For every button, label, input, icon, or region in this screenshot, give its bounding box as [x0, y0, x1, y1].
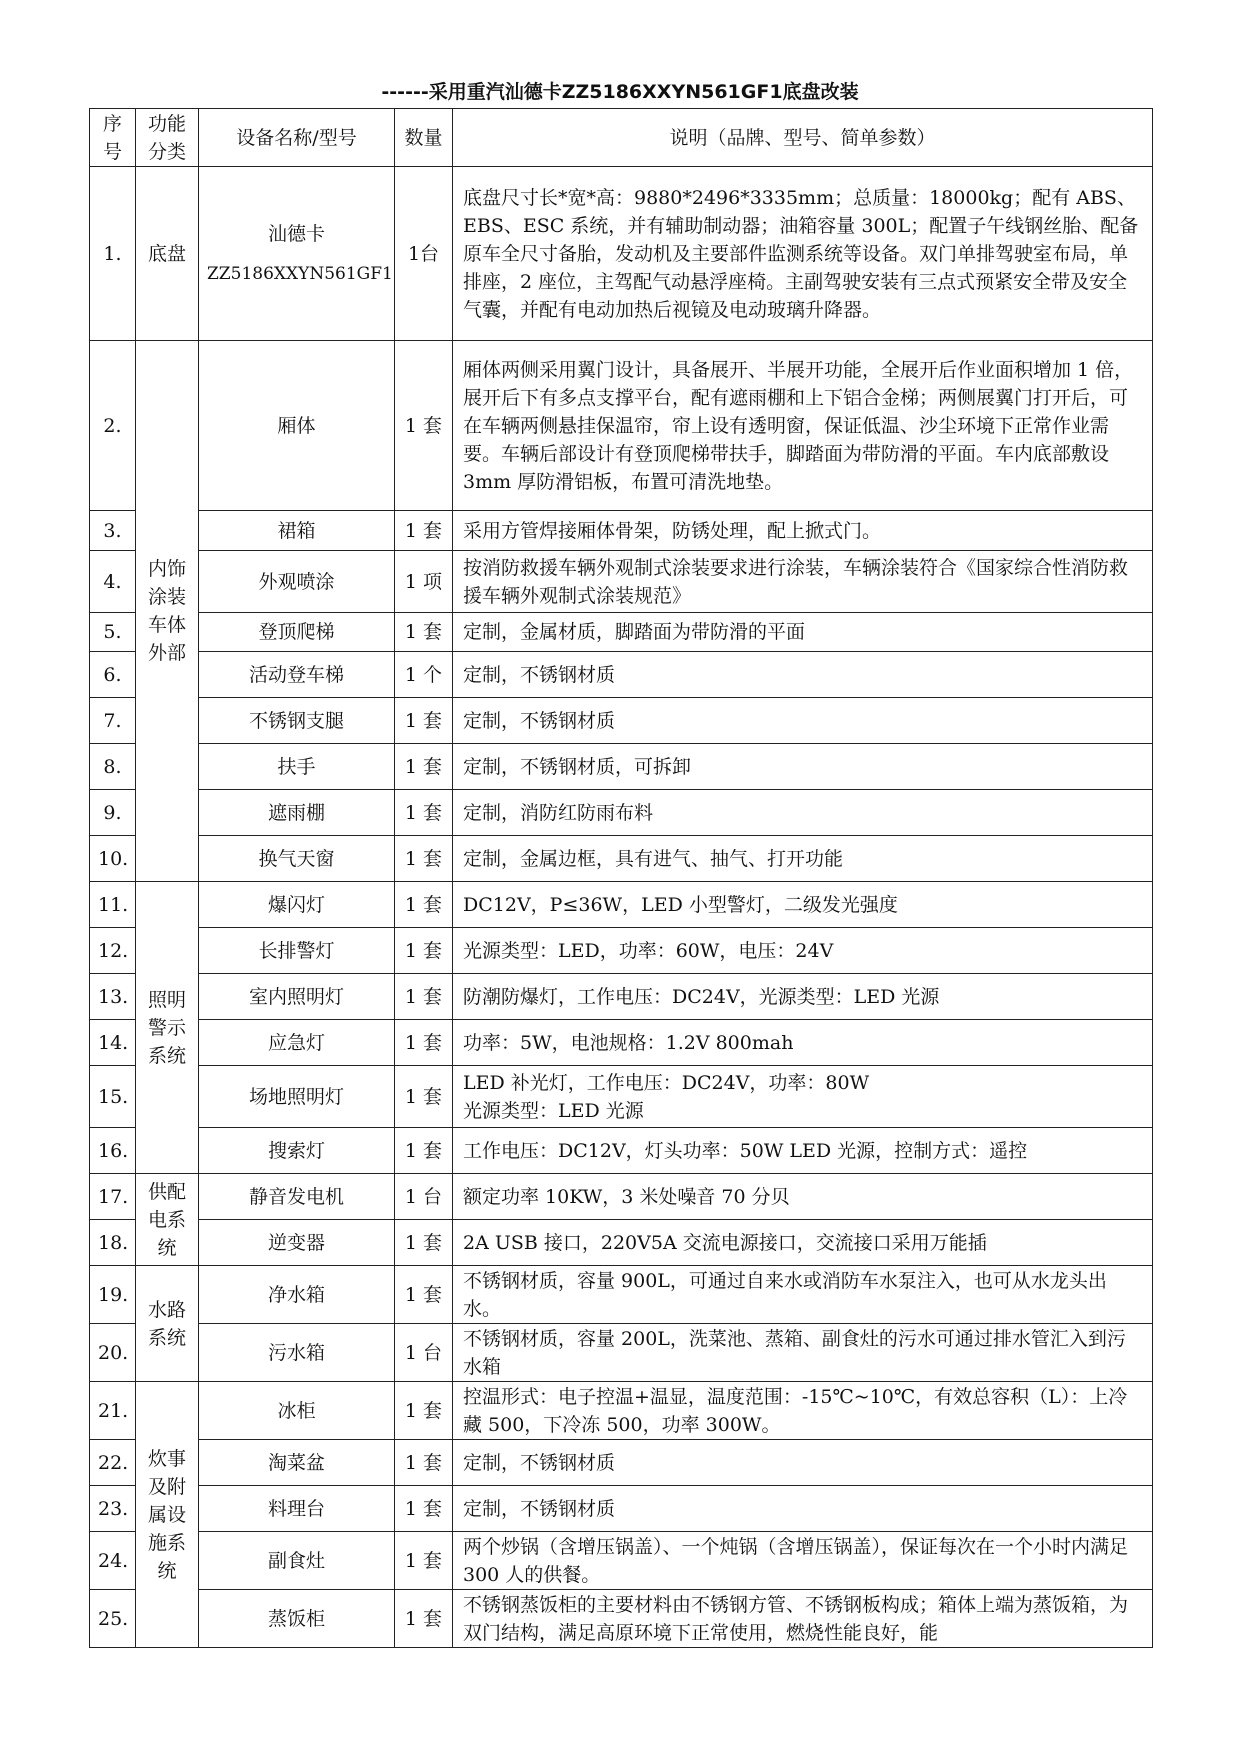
row-desc: 采用方管焊接厢体骨架，防锈处理，配上掀式门。	[453, 511, 1153, 551]
row-desc: 定制，不锈钢材质	[453, 652, 1153, 698]
row-qty: 1 套	[395, 1266, 453, 1324]
table-row	[90, 613, 1153, 652]
table-row	[90, 928, 1153, 974]
table-row	[90, 836, 1153, 882]
row-desc: 按消防救援车辆外观制式涂装要求进行涂装，车辆涂装符合《国家综合性消防救援车辆外观制式涂装规范》	[453, 551, 1153, 613]
row-desc	[453, 1066, 1153, 1128]
row-no: 11.	[90, 882, 136, 928]
table-row	[90, 1324, 1153, 1382]
equipment-name: 外观喷涂	[199, 551, 395, 613]
equipment-table	[89, 108, 1153, 1648]
row-no: 10.	[90, 836, 136, 882]
row-desc: 定制，消防红防雨布料	[453, 790, 1153, 836]
row-qty: 1 套	[395, 744, 453, 790]
equipment-name	[199, 167, 395, 341]
header-name: 设备名称/型号	[199, 109, 395, 167]
row-qty: 1 套	[395, 1440, 453, 1486]
row-no: 19.	[90, 1266, 136, 1324]
equipment-name: 换气天窗	[199, 836, 395, 882]
row-qty: 1 套	[395, 1486, 453, 1532]
equipment-name: 应急灯	[199, 1020, 395, 1066]
header-qty: 数量	[395, 109, 453, 167]
equipment-name: 扶手	[199, 744, 395, 790]
table-row	[90, 167, 1153, 341]
row-no: 8.	[90, 744, 136, 790]
header-desc: 说明（品牌、型号、简单参数）	[453, 109, 1153, 167]
category-water: 水路系统	[136, 1266, 199, 1382]
table-row	[90, 1020, 1153, 1066]
row-desc: 不锈钢材质，容量 900L，可通过自来水或消防车水泵注入，也可从水龙头出水。	[453, 1266, 1153, 1324]
table-row	[90, 511, 1153, 551]
table-row	[90, 1382, 1153, 1440]
table-row	[90, 1590, 1153, 1648]
row-qty: 1 套	[395, 1020, 453, 1066]
row-desc: 不锈钢蒸饭柜的主要材料由不锈钢方管、不锈钢板构成；箱体上端为蒸饭箱，为双门结构，满足高原环境下正常使用，燃烧性能良好，能	[453, 1590, 1153, 1648]
desc-line: LED 补光灯，工作电压：DC24V，功率：80W	[463, 1071, 870, 1094]
row-desc: 定制，不锈钢材质	[453, 698, 1153, 744]
row-desc: 定制，金属材质，脚踏面为带防滑的平面	[453, 613, 1153, 652]
row-qty: 1 套	[395, 511, 453, 551]
row-no: 15.	[90, 1066, 136, 1128]
row-qty: 1 项	[395, 551, 453, 613]
row-no: 16.	[90, 1128, 136, 1174]
header-no: 序号	[90, 109, 136, 167]
equipment-model: ZZ5186XXYN561GF1	[207, 263, 393, 284]
table-row	[90, 551, 1153, 613]
document-title: ------采用重汽汕德卡ZZ5186XXYN561GF1底盘改装	[381, 81, 859, 103]
row-no: 3.	[90, 511, 136, 551]
row-desc: 控温形式：电子控温+温显，温度范围：-15℃~10℃，有效总容积（L）：上冷藏 500，下冷冻 500，功率 300W。	[453, 1382, 1153, 1440]
table-row	[90, 1128, 1153, 1174]
table-row	[90, 1220, 1153, 1266]
equipment-name: 净水箱	[199, 1266, 395, 1324]
row-no: 7.	[90, 698, 136, 744]
table-row	[90, 1486, 1153, 1532]
row-qty: 1 个	[395, 652, 453, 698]
row-desc: 不锈钢材质，容量 200L，洗菜池、蒸箱、副食灶的污水可通过排水管汇入到污水箱	[453, 1324, 1153, 1382]
row-no: 20.	[90, 1324, 136, 1382]
row-desc: 工作电压：DC12V，灯头功率：50W LED 光源，控制方式：遥控	[453, 1128, 1153, 1174]
row-qty: 1 套	[395, 1590, 453, 1648]
row-no: 4.	[90, 551, 136, 613]
row-desc: 定制，不锈钢材质	[453, 1486, 1153, 1532]
table-row	[90, 1440, 1153, 1486]
row-qty: 1 套	[395, 790, 453, 836]
row-no: 25.	[90, 1590, 136, 1648]
table-row	[90, 1532, 1153, 1590]
equipment-name: 长排警灯	[199, 928, 395, 974]
row-no: 6.	[90, 652, 136, 698]
table-row	[90, 652, 1153, 698]
row-qty: 1 套	[395, 1220, 453, 1266]
row-desc: 额定功率 10KW，3 米处噪音 70 分贝	[453, 1174, 1153, 1220]
table-row	[90, 341, 1153, 511]
equipment-name: 逆变器	[199, 1220, 395, 1266]
equipment-name: 活动登车梯	[199, 652, 395, 698]
row-no: 1.	[90, 167, 136, 341]
row-desc: 底盘尺寸长*宽*高：9880*2496*3335mm；总质量：18000kg；配有 ABS、EBS、ESC 系统，并有辅助制动器；油箱容量 300L；配置子午线钢丝胎、配备原车全尺寸备胎，发动机及主要部件监测系统等设备。双门单排驾驶室布局，单排座，2 座位，主驾配气动悬浮座椅。主副驾驶安装有三点式预紧安全带及安全气囊，并配有电动加热后视镜及电动玻璃升降器。	[453, 167, 1153, 341]
row-no: 9.	[90, 790, 136, 836]
row-desc: 2A USB 接口，220V5A 交流电源接口，交流接口采用万能插	[453, 1220, 1153, 1266]
equipment-name: 登顶爬梯	[199, 613, 395, 652]
row-qty: 1 套	[395, 1382, 453, 1440]
row-desc: DC12V，P≤36W，LED 小型警灯，二级发光强度	[453, 882, 1153, 928]
row-qty: 1 套	[395, 341, 453, 511]
row-no: 5.	[90, 613, 136, 652]
row-qty: 1 套	[395, 974, 453, 1020]
equipment-name: 静音发电机	[199, 1174, 395, 1220]
row-qty: 1 套	[395, 1128, 453, 1174]
row-no: 13.	[90, 974, 136, 1020]
row-qty: 1 套	[395, 882, 453, 928]
equipment-name: 爆闪灯	[199, 882, 395, 928]
row-desc: 厢体两侧采用翼门设计，具备展开、半展开功能，全展开后作业面积增加 1 倍，展开后下有多点支撑平台，配有遮雨棚和上下铝合金梯；两侧展翼门打开后，可在车辆两侧悬挂保温帘，帘上设有透明窗，保证低温、沙尘环境下正常作业需要。车辆后部设计有登顶爬梯带扶手，脚踏面为带防滑的平面。车内底部敷设 3mm 厚防滑铝板，布置可清洗地垫。	[453, 341, 1153, 511]
category-chassis: 底盘	[136, 167, 199, 341]
category-body: 内饰涂装车体外部	[136, 341, 199, 882]
category-lighting: 照明警示系统	[136, 882, 199, 1174]
row-desc: 功率：5W，电池规格：1.2V 800mah	[453, 1020, 1153, 1066]
row-no: 22.	[90, 1440, 136, 1486]
row-no: 12.	[90, 928, 136, 974]
row-desc: 防潮防爆灯，工作电压：DC24V，光源类型：LED 光源	[453, 974, 1153, 1020]
table-row	[90, 744, 1153, 790]
equipment-name: 遮雨棚	[199, 790, 395, 836]
equipment-name: 淘菜盆	[199, 1440, 395, 1486]
equipment-name: 场地照明灯	[199, 1066, 395, 1128]
row-no: 2.	[90, 341, 136, 511]
row-desc: 定制，不锈钢材质	[453, 1440, 1153, 1486]
row-qty: 1 套	[395, 1066, 453, 1128]
equipment-name: 裙箱	[199, 511, 395, 551]
row-qty: 1 套	[395, 613, 453, 652]
equipment-name: 室内照明灯	[199, 974, 395, 1020]
row-qty: 1 台	[395, 1174, 453, 1220]
row-qty: 1 套	[395, 1532, 453, 1590]
row-no: 21.	[90, 1382, 136, 1440]
table-row	[90, 1174, 1153, 1220]
equipment-name: 污水箱	[199, 1324, 395, 1382]
equipment-name-text: 汕德卡	[267, 222, 325, 245]
table-row	[90, 1066, 1153, 1128]
row-qty: 1 套	[395, 928, 453, 974]
table-row	[90, 698, 1153, 744]
desc-line: 光源类型：LED 光源	[463, 1099, 644, 1122]
equipment-name: 蒸饭柜	[199, 1590, 395, 1648]
table-row	[90, 790, 1153, 836]
row-qty: 1 套	[395, 698, 453, 744]
equipment-name: 不锈钢支腿	[199, 698, 395, 744]
row-no: 17.	[90, 1174, 136, 1220]
category-power: 供配电系统	[136, 1174, 199, 1266]
row-qty: 1台	[395, 167, 453, 341]
row-desc: 光源类型：LED，功率：60W，电压：24V	[453, 928, 1153, 974]
row-no: 18.	[90, 1220, 136, 1266]
equipment-name: 料理台	[199, 1486, 395, 1532]
row-no: 23.	[90, 1486, 136, 1532]
row-desc: 定制，金属边框，具有进气、抽气、打开功能	[453, 836, 1153, 882]
equipment-name: 搜索灯	[199, 1128, 395, 1174]
equipment-name: 冰柜	[199, 1382, 395, 1440]
row-no: 24.	[90, 1532, 136, 1590]
equipment-name: 副食灶	[199, 1532, 395, 1590]
row-desc: 定制，不锈钢材质，可拆卸	[453, 744, 1153, 790]
row-desc: 两个炒锅（含增压锅盖）、一个炖锅（含增压锅盖），保证每次在一个小时内满足 300 人的供餐。	[453, 1532, 1153, 1590]
row-no: 14.	[90, 1020, 136, 1066]
category-kitchen: 炊事及附属设施系统	[136, 1382, 199, 1648]
row-qty: 1 台	[395, 1324, 453, 1382]
table-row	[90, 1266, 1153, 1324]
header-category: 功能分类	[136, 109, 199, 167]
equipment-name: 厢体	[199, 341, 395, 511]
table-row	[90, 882, 1153, 928]
table-header-row	[90, 109, 1153, 167]
table-row	[90, 974, 1153, 1020]
row-qty: 1 套	[395, 836, 453, 882]
